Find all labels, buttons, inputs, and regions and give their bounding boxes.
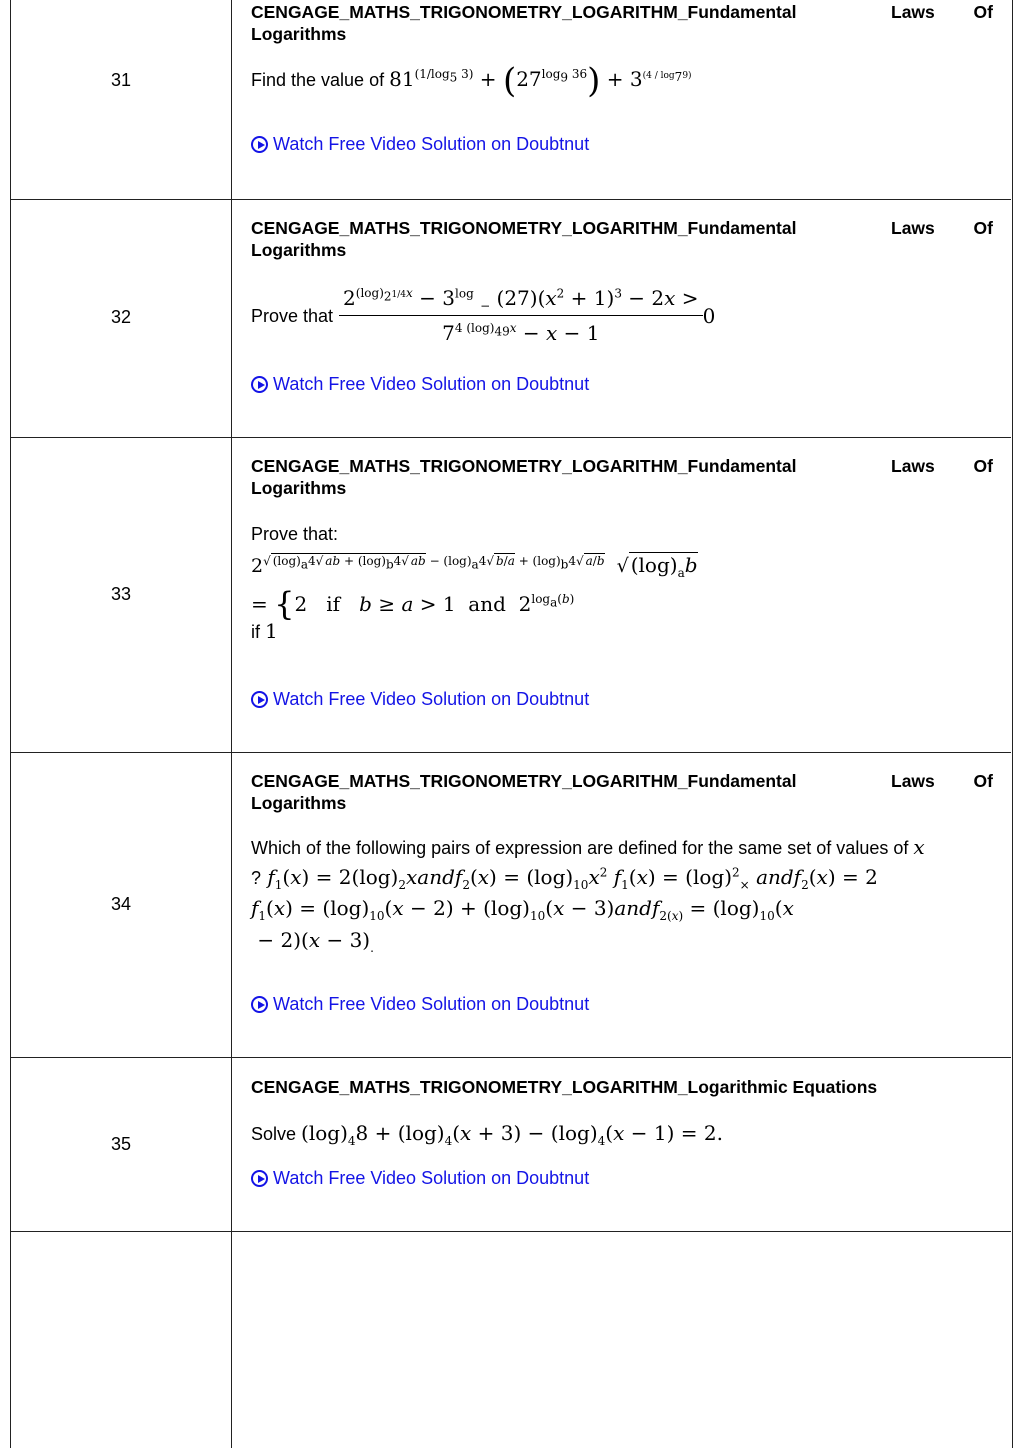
math-fraction: $\frac{2^{(log)_21/4x} - 3^{log} _- (27)(x^2 + 1)^3 - 2x >}{7^{4 (log)_{49}x} - x - 1}$ [339,284,703,347]
question-heading: CENGAGE_MATHS_TRIGONOMETRY_LOGARITHM_Fundamental Laws Of Logarithms [251,218,993,260]
question-number: 35 [110,1134,132,1154]
play-circle-icon [251,376,268,393]
math-expression: = {2 if b ≥ a > 1 and $2^{log_a(b)}$ [251,585,575,623]
watch-video-link[interactable]: Watch Free Video Solution on Doubtnut [251,994,589,1015]
question-number-cell [11,1232,232,1448]
watch-video-link[interactable]: Watch Free Video Solution on Doubtnut [251,689,589,710]
question-number: 33 [110,584,132,604]
watch-video-link[interactable]: Watch Free Video Solution on Doubtnut [251,134,589,155]
question-row-34 [11,753,1011,1058]
question-number-cell [11,0,232,199]
question-heading: CENGAGE_MATHS_TRIGONOMETRY_LOGARITHM_Fundamental Laws Of Logarithms [251,456,993,498]
question-content [251,1058,993,1231]
question-heading: CENGAGE_MATHS_TRIGONOMETRY_LOGARITHM_Fundamental Laws Of Logarithms [251,2,993,44]
question-content [251,0,993,199]
question-heading: CENGAGE_MATHS_TRIGONOMETRY_LOGARITHM_Fundamental Laws Of Logarithms [251,771,993,813]
question-number-cell [11,753,232,1057]
question-content [251,438,993,752]
question-heading: CENGAGE_MATHS_TRIGONOMETRY_LOGARITHM_Logarithmic Equations [251,1077,878,1097]
question-number: 31 [110,70,132,90]
question-row-33 [11,438,1011,753]
question-text: Prove that $\frac{2^{(log)_21/4x} - 3^{log} _- (27)(x^2 + 1)^3 - 2x >}{7^{4 (log)_{49}x} - x - 1}$ 0 [251,286,716,345]
math-expression: $2^{√ (log)_a4√ ab + (log)_b4√ ab - (log)_a4√ b/a + (log)_b4√ a/b}$ √ $(\log)_ab$ [251,553,698,580]
question-number-cell [11,1058,232,1231]
empty-row [11,1232,1011,1448]
question-text: Prove that: $2^{√ (log)_a4√ ab + (log)_b4√ ab - (log)_a4√ b/a + (log)_b4√ a/b}$ √ $(\log)_ab$ = {2 if b ≥ a > 1 and $2^{log_a(b)}$ if 1 [251,520,1011,646]
questions-table [10,0,1013,1448]
math-expression: ? $f_1(x)$ = $2(\log)_2xandf_2(x) = (\log)_{10}x^2$ $f_1(x) = (\log)^2_\times$ andf$_2$(x) = 2 [251,865,878,892]
question-content [251,753,993,1057]
question-number: 32 [110,307,132,327]
question-number-cell [11,438,232,752]
play-circle-icon [251,136,268,153]
math-expression: − $2)(x - 3)_.$ [251,928,374,955]
question-text: Find the value of $81^{(1/log_5 3)} + (27^{log_9 36}) + 3^{(4 / log_79)}$ [251,61,692,101]
play-circle-icon [251,1170,268,1187]
question-number-cell [11,200,232,437]
watch-video-link[interactable]: Watch Free Video Solution on Doubtnut [251,1168,589,1189]
watch-video-link[interactable]: Watch Free Video Solution on Doubtnut [251,374,589,395]
play-circle-icon [251,691,268,708]
question-row-32 [11,200,1011,438]
question-number: 34 [110,894,132,914]
question-row-35 [11,1058,1011,1232]
question-text: Solve $(\log)_48 + (\log)_4(x + 3) - (\log)_4(x - 1) = 2$. [251,1121,723,1148]
play-circle-icon [251,996,268,1013]
question-text: Which of the following pairs of expression are defined for the same set of values of x ? $f_1(x)$ = $2(\log)_2xandf_2(x) = (\log)_{10}x^2$ $f_1(x) = (\log)^2_\times$ andf$_2$(x) = 2 $f_1(x) = (\log)_{10}(x - 2) + (\log)_{10}(x$ − 3)andf$_{2(x)}$ = $(\log)_{10}(x$ − $2)(x - 3)_.$ [251,833,999,957]
question-content [251,200,993,437]
math-expression: $81^{(1/log_5 3)} + (27^{log_9 36}) + 3^{(4 / log_79)}$ [389,61,692,101]
math-expression: $f_1(x) = (\log)_{10}(x - 2) + (\log)_{10}(x$ − 3)andf$_{2(x)}$ = $(\log)_{10}(x$ [251,896,794,923]
math-expression: $(\log)_48 + (\log)_4(x + 3) - (\log)_4(x - 1) = 2$. [301,1121,723,1148]
question-row-31 [11,0,1011,200]
